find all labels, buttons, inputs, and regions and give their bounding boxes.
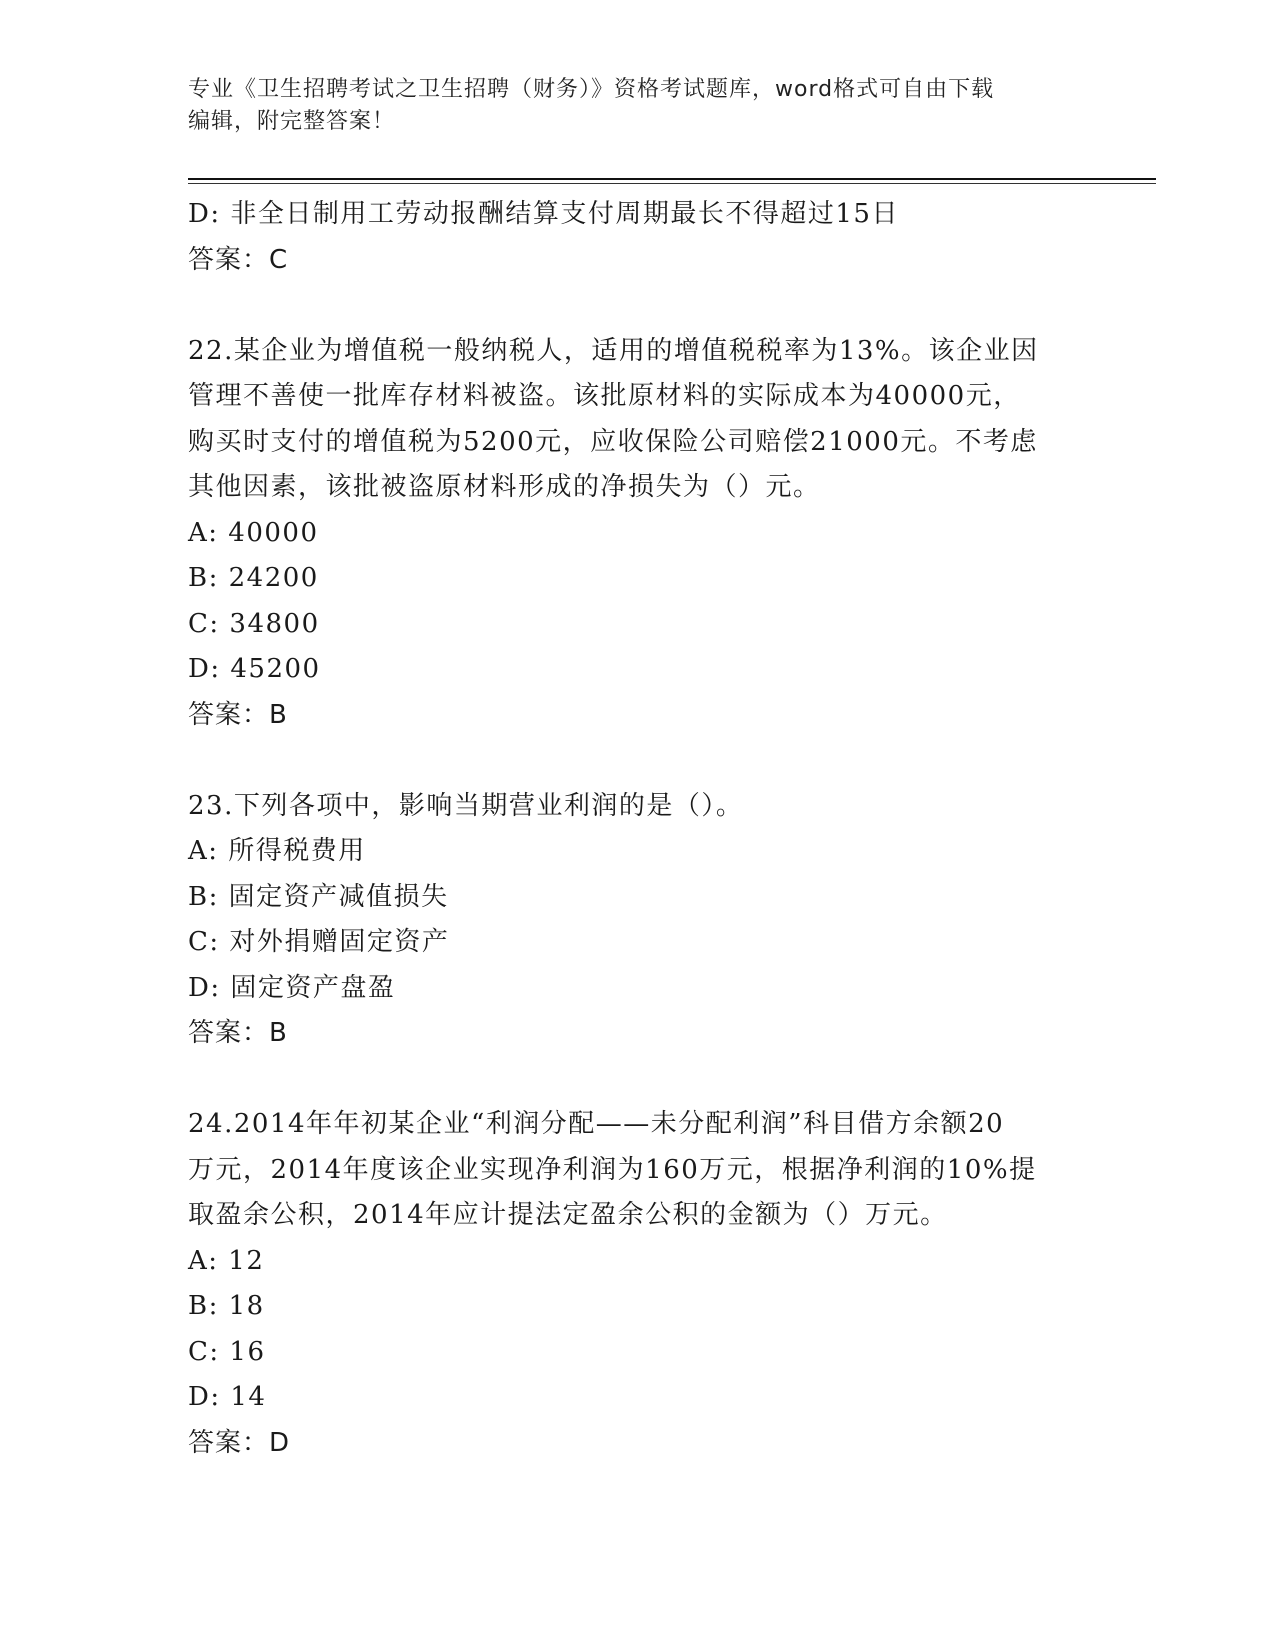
option-d: D: 固定资产盘盈: [188, 972, 396, 1003]
header-rule-thick: [188, 178, 1156, 180]
page-header: [188, 74, 1068, 138]
option-c: C: 16: [188, 1336, 266, 1367]
question-stem-line: 取盈余公积，2014年应计提法定盈余公积的金额为（）万元。: [188, 1200, 948, 1230]
option-a: A: 40000: [188, 517, 319, 548]
question-stem-line: 24.2014年年初某企业“利润分配——未分配利润”科目借方余额20: [188, 1109, 1005, 1139]
spacer: [188, 738, 1088, 784]
option-d: D: 45200: [188, 654, 321, 684]
question-stem-line: 23.下列各项中，影响当期营业利润的是（）。: [188, 790, 744, 821]
option-b: B: 固定资产减值损失: [188, 881, 449, 912]
spacer: [188, 283, 1088, 329]
question-stem-line: 购买时支付的增值税为5200元，应收保险公司赔偿21000元。不考虑: [188, 426, 1038, 457]
header-line-1: 专业《卫生招聘考试之卫生招聘（财务）》资格考试题库，word格式可自由下载: [188, 77, 995, 102]
spacer: [188, 1057, 1088, 1103]
answer-line: 答案：B: [188, 1018, 288, 1048]
question-23: [188, 784, 1088, 1057]
question-22: [188, 329, 1088, 739]
option-a: A: 所得税费用: [188, 836, 366, 866]
question-stem-line: 万元，2014年度该企业实现净利润为160万元，根据净利润的10%提: [188, 1154, 1037, 1185]
question-stem-line: 其他因素，该批被盗原材料形成的净损失为（）元。: [188, 472, 821, 502]
option-c: C: 对外捐赠固定资产: [188, 927, 450, 957]
answer-line: 答案：C: [188, 244, 289, 275]
question-stem-line: 22.某企业为增值税一般纳税人，适用的增值税税率为13%。该企业因: [188, 335, 1039, 366]
document-body: [188, 192, 1088, 1466]
header-line-2: 编辑，附完整答案！: [188, 109, 396, 134]
option-c: C: 34800: [188, 608, 320, 639]
question-24: [188, 1102, 1088, 1466]
answer-line: 答案：B: [188, 699, 288, 730]
option-b: B: 24200: [188, 563, 319, 593]
prev-question-tail: [188, 192, 1088, 283]
option-a: A: 12: [188, 1245, 265, 1276]
option-b: B: 18: [188, 1291, 265, 1321]
answer-line: 答案：D: [188, 1427, 291, 1458]
header-rule-thin: [188, 183, 1156, 184]
question-stem-line: 管理不善使一批库存材料被盗。该批原材料的实际成本为40000元，: [188, 381, 1021, 411]
option-d: D: 14: [188, 1382, 267, 1412]
option-d: D: 非全日制用工劳动报酬结算支付周期最长不得超过15日: [188, 199, 899, 229]
